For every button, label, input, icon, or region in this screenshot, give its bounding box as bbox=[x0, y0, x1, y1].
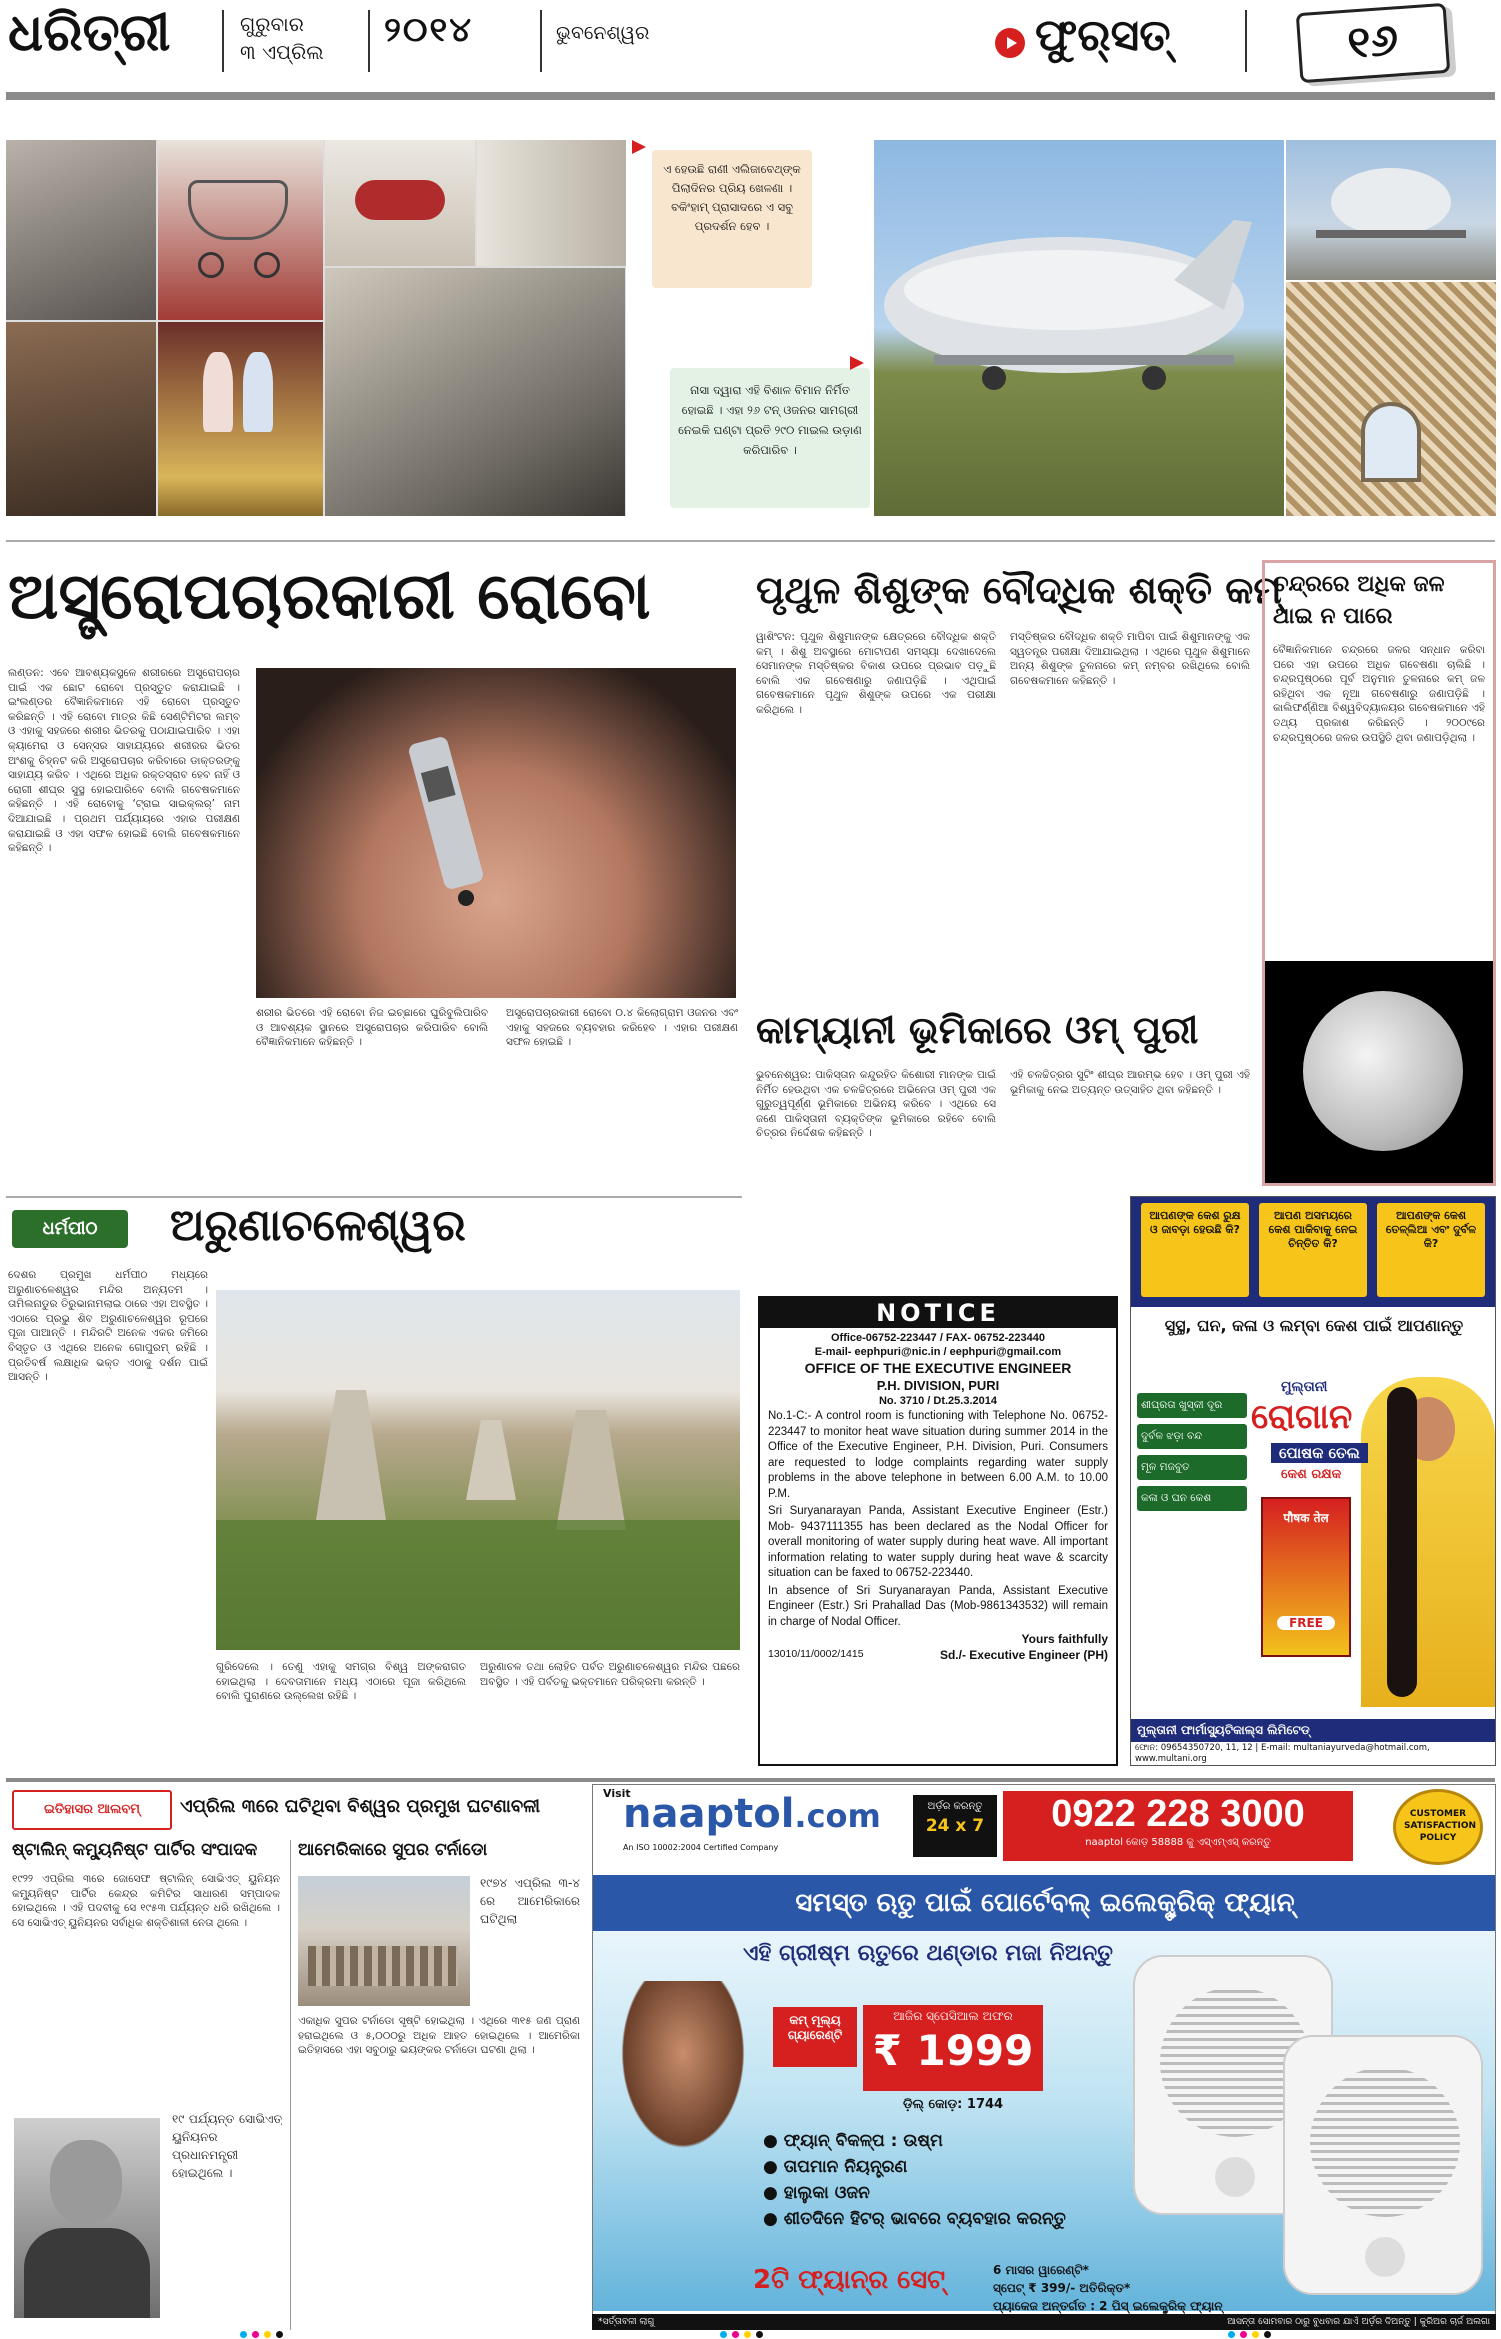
tornado-photo bbox=[298, 1876, 470, 2006]
notice-contact: Office-06752-223447 / FAX- 06752-223440 bbox=[830, 1332, 1046, 1344]
page-number: ୧୬ bbox=[1345, 14, 1400, 69]
ad-feature-item: ଦୁର୍ବଳ ଝଡ଼ା ବନ୍ଦ bbox=[1137, 1424, 1247, 1449]
fan-feature-list bbox=[763, 2125, 1143, 2235]
tornado-aside: ୧୯୭୪ ଏପ୍ରିଲ ୩-୪ ରେ ଆମେରିକାରେ ଘଟିଥିଲା bbox=[480, 1876, 580, 1926]
fan-ad bbox=[592, 1784, 1496, 2330]
robot-body-col-1: ଲଣ୍ଡନ: ଏବେ ଆବଶ୍ୟକସ୍ଥଳେ ଶରୀରରେ ଅସ୍ତ୍ରୋପଚାର ପାଇଁ ଏକ ଛୋଟ ରୋବୋ ପ୍ରସ୍ତୁତ କରାଯାଇଛି । ଇଂଲଣ୍ଡର ବୈଜ୍ଞାନିକମାନେ ଏହି ରୋବୋ ପ୍ରସ୍ତୁତ କରିଛନ୍ତି । ଏହି ରୋବୋ ମାତ୍ର କିଛି ସେଣ୍ଟିମିଟର ଲମ୍ବ ଓ ଏହାକୁ ସହଜରେ ଶରୀର ଭିତରକୁ ପଠାଯାଇପାରିବ । ଏହା କ୍ୟାମେରା ଓ ସେନ୍‌ସର ସାହାଯ୍ୟରେ ଶରୀରର ଭିତର ଅଂଶକୁ ଚିହ୍ନଟ କରି ଅସ୍ତ୍ରୋପଚାର କରିବାରେ ଡାକ୍ତରଙ୍କୁ ସାହାଯ୍ୟ କରିବ । ଏଥିରେ ଅଧିକ ରକ୍ତସ୍ରାବ ହେବ ନାହିଁ ଓ ରୋଗୀ ଶୀଘ୍ର ସୁସ୍ଥ ହୋଇପାରିବେ ବୋଲି ଗବେଷକମାନେ କହିଛନ୍ତି । ଏହି ରୋବୋକୁ ‘ଟ୍ରାଇ ସାଇକ୍ଲର୍‌’ ନାମ ଦିଆଯାଇଛି । ପ୍ରଥମ ପର୍ଯ୍ୟାୟରେ ଏହାର ପରୀକ୍ଷଣ କରାଯାଇଛି ଓ ଏହା ସଫଳ ହୋଇଛି ବୋଲି ଗବେଷକମାନେ କହିଛନ୍ତି । bbox=[8, 667, 240, 855]
hair-oil-ad bbox=[1130, 1196, 1496, 1766]
stalin-photo bbox=[14, 2118, 160, 2318]
order-label: ଅର୍ଡ଼ର କରନ୍ତୁ bbox=[927, 1801, 983, 1812]
moon-photo bbox=[1265, 961, 1493, 1183]
photo-pram bbox=[158, 140, 323, 320]
kamyani-headline: କାମ୍ୟାନୀ ଭୂମିକାରେ ଓମ୍‌ ପୁରୀ bbox=[756, 1008, 1199, 1052]
masthead-year: ୨୦୧୪ bbox=[384, 10, 474, 50]
masthead-date: ୩ ଏପ୍ରିଲ bbox=[240, 40, 324, 64]
fan-shipping: ସ୍ପେଟ୍‌ ₹ 399/- ଅତିରିକ୍ତ* bbox=[993, 2281, 1131, 2295]
history-header: ଏପ୍ରିଲ ୩ରେ ଘଟିଥିବା ବିଶ୍ୱର ପ୍ରମୁଖ ଘଟଣାବଳୀ bbox=[180, 1796, 541, 1817]
moon-body: ବୈଜ୍ଞାନିକମାନେ ଚନ୍ଦ୍ରରେ ଜଳର ସନ୍ଧାନ କରିବା ପରେ ଏହା ଉପରେ ଅଧିକ ଗବେଷଣା ଚାଲିଛି । ଚନ୍ଦ୍ରପୃଷ୍ଠରେ ପୂର୍ବ ଅନୁମାନ ତୁଳନାରେ କମ୍‌ ଜଳ ରହିଥିବା ଏକ ନୂଆ ଗବେଷଣାରୁ ଜଣାପଡ଼ିଛି । କାଲିଫର୍ଣ୍ଣିଆ ବିଶ୍ୱବିଦ୍ୟାଳୟର ଗବେଷକମାନେ ଏହି ତଥ୍ୟ ପ୍ରକାଶ କରିଛନ୍ତି । ୨୦୦୯ରେ ଚନ୍ଦ୍ରପୃଷ୍ଠରେ ଜଳର ଉପସ୍ଥିତି ଥିବା ଜଣାପଡ଼ିଥିଲା । bbox=[1273, 644, 1485, 744]
order-badge bbox=[913, 1795, 997, 1857]
satisfaction-badge bbox=[1393, 1789, 1483, 1865]
phone-banner bbox=[1003, 1791, 1353, 1861]
obesity-body-col-2: ମସ୍ତିଷ୍କର ବୌଦ୍ଧିକ ଶକ୍ତି ମାପିବା ପାଇଁ ଶିଶୁମାନଙ୍କୁ ଏକ ସ୍ୱତନ୍ତ୍ର ପରୀକ୍ଷା ଦିଆଯାଇଥିଲା । ଏଥିରେ ପୃଥୁଳ ଶିଶୁମାନେ ଅନ୍ୟ ଶିଶୁଙ୍କ ତୁଳନାରେ କମ୍‌ ନମ୍ବର ରଖିଥିଲେ ବୋଲି ଗବେଷକମାନେ କହିଛନ୍ତି । bbox=[1010, 631, 1250, 687]
fan-feature-item: ● ଶୀତଦିନେ ହିଟର୍‌ ଭାବରେ ବ୍ୟବହାର କରନ୍ତୁ bbox=[763, 2209, 1066, 2229]
ad-brand-small: ମୁଲ୍‌ତାନୀ bbox=[1281, 1379, 1328, 1395]
temple-headline: ଅରୁଣାଚଳେଶ୍ୱର bbox=[170, 1200, 466, 1251]
notice-para-1: No.1-C:- A control room is functioning with Telephone No. 06752-223447 to monitor heat wave situation during summer 2014 in the Office of the Executive Engineer, P.H. Division, Puri. Consumers are requested to lodge complaints regarding water supply problems in the above telephone in between 6.00 A.M. to 10.00 P.M. bbox=[768, 1410, 1108, 1500]
ad-pack-label: पौषक तेल bbox=[1283, 1511, 1329, 1525]
notice-code: 13010/11/0002/1415 bbox=[768, 1648, 864, 1660]
robot-device-icon bbox=[256, 668, 736, 998]
stalin-headline: ଷ୍ଟାଲିନ୍‌ କମ୍ୟୁନିଷ୍ଟ ପାର୍ଟିର ସଂପାଦକ bbox=[12, 1840, 258, 1860]
photo-girl-portrait bbox=[6, 322, 156, 516]
notice-ref: No. 3710 / Dt.25.3.2014 bbox=[878, 1395, 997, 1407]
tornado-body: ଏକାଧିକ ସୁପର ଟର୍ନାଡୋ ସୃଷ୍ଟି ହୋଇଥିଲା । ଏଥିରେ ୩୧୫ ଜଣ ପ୍ରାଣ ହରାଇଥିଲେ ଓ ୫,୦୦୦ରୁ ଅଧିକ ଆହତ ହୋଇଥିଲେ । ଆମେରିକା ଇତିହାସରେ ଏହା ସବୁଠାରୁ ଭୟଙ୍କର ଟର୍ନାଡୋ ଘଟଣା ଥିଲା । bbox=[298, 2015, 580, 2057]
deal-code: ଡ଼ିଲ୍‌ କୋଡ଼: 1744 bbox=[903, 2097, 1004, 2112]
ad-pack-free: FREE bbox=[1277, 1616, 1335, 1630]
moon-box bbox=[1262, 560, 1496, 1186]
ad-feature-item: କଳା ଓ ଘନ କେଶ bbox=[1137, 1486, 1247, 1511]
robot-photo bbox=[256, 668, 736, 998]
nasa-plane-photo bbox=[874, 140, 1284, 516]
photo-dolls bbox=[158, 322, 323, 516]
plane-shape bbox=[874, 140, 1284, 516]
temple-towers-icon bbox=[216, 1290, 740, 1650]
plane-interior-photo bbox=[1286, 282, 1496, 516]
masthead-city: ଭୁବନେଶ୍ୱର bbox=[556, 22, 650, 44]
photo-door bbox=[477, 140, 626, 266]
notice-email: E-mail- eephpuri@nic.in / eephpuri@gmail.com bbox=[814, 1346, 1062, 1358]
history-label bbox=[12, 1790, 172, 1830]
phone-sub: naaptol କୋଡ଼ 58888 କୁ ଏସ୍‌ଏମ୍‌ଏସ୍‌ କରନ୍ତୁ bbox=[1085, 1837, 1271, 1848]
satisfaction-label: CUSTOMER SATISFACTION POLICY bbox=[1404, 1809, 1477, 1843]
ad-company: ମୁଲ୍‌ତାନୀ ଫାର୍ମାସ୍ୟୁଟିକାଲ୍ସ ଲିମିଟେଡ୍‌ bbox=[1131, 1719, 1496, 1742]
price-box bbox=[863, 2005, 1043, 2091]
stalin-aside: ୧୯ ପର୍ଯ୍ୟନ୍ତ ସୋଭିଏତ୍‌ ୟୁନିୟନର ପ୍ରଧାନମନ୍ତ୍ରୀ ହୋଇଥିଲେ । bbox=[172, 2112, 282, 2180]
naaptol-logo bbox=[623, 1791, 881, 1837]
history-label-text: ଇତିହାସର ଆଲବମ୍‌ bbox=[44, 1802, 140, 1817]
obesity-body-col-1: ୱାଶିଂଟନ: ପୃଥୁଳ ଶିଶୁମାନଙ୍କ କ୍ଷେତ୍ରରେ ବୌଦ୍ଧିକ ଶକ୍ତି କମ୍‌ । ଶିଶୁ ଅବସ୍ଥାରେ ମୋଟାପଣ ସମସ୍ୟା ଦେଖାଦେଲେ ସେମାନଙ୍କ ମସ୍ତିଷ୍କର ବିକାଶ ଉପରେ ପ୍ରଭାବ ପଡ଼ୁଛି ବୋଲି ଏକ ଗବେଷଣାରୁ ଜଣାପଡ଼ିଛି । ଏଥିପାଇଁ ଗବେଷକମାନେ ପୃଥୁଳ ଶିଶୁଙ୍କ ଉପରେ ଏକ ପରୀକ୍ଷା କରିଥିଲେ । bbox=[756, 631, 996, 716]
kamyani-body-col-2: ଏହି ଚଳଚ୍ଚିତ୍ରର ସୁଟିଂ ଶୀଘ୍ର ଆରମ୍ଭ ହେବ । ଓମ୍‌ ପୁରୀ ଏହି ଭୂମିକାକୁ ନେଇ ଅତ୍ୟନ୍ତ ଉତ୍ସାହିତ ଥିବା କହିଛନ୍ତି । bbox=[1010, 1069, 1250, 1096]
temple-tag-label: ଧର୍ମପୀଠ bbox=[42, 1218, 98, 1239]
ad-product-pack bbox=[1261, 1497, 1351, 1657]
notice-office: OFFICE OF THE EXECUTIVE ENGINEER bbox=[804, 1360, 1072, 1376]
fan-feature-item: ● ତାପମାନ ନିୟନ୍ତ୍ରଣ bbox=[763, 2157, 908, 2177]
photo-girls-horse bbox=[325, 268, 625, 516]
fan-headline-band bbox=[593, 1875, 1496, 1931]
offer-label: ଆଜିର ସ୍ପେସିଆଲ ଅଫର bbox=[893, 2009, 1013, 2023]
ad-contact: ଫୋନ: 09654350720, 11, 12 | E-mail: multaniayurveda@hotmail.com, www.multani.org bbox=[1135, 1743, 1430, 1764]
fan-warranty: 6 ମାସର ୱାରେଣ୍ଟି* bbox=[993, 2263, 1089, 2277]
kamyani-body-col-1: ଭୁବନେଶ୍ୱର: ପାକିସ୍ତାନ କନ୍ଦୁରହିତ କିଶୋରୀ ମାନଙ୍କ ପାଇଁ ନିର୍ମିତ ହେଉଥିବା ଏକ ଚଳଚ୍ଚିତ୍ରରେ ଅଭିନେତା ଓମ୍‌ ପୁରୀ ଏକ ଗୁରୁତ୍ୱପୂର୍ଣ୍ଣ ଭୂମିକାରେ ଅଭିନୟ କରିବେ । ଏଥିରେ ସେ ଜଣେ ପାକିସ୍ତାନୀ ବ୍ୟକ୍ତିଙ୍କ ଭୂମିକାରେ ରହିବେ ବୋଲି ଚିତ୍ରର ନିର୍ଦ୍ଦେଶକ କହିଛନ୍ତି । bbox=[756, 1069, 996, 1140]
temple-body-col-2: ଗୁରିଦେଲେ । ତେଣୁ ଏହାକୁ ସମଗ୍ର ବିଶ୍ୱ ଅଙ୍କରାଗତ ହୋଇଥିଲା । ଦେବତାମାନେ ମଧ୍ୟ ଏଠାରେ ପୂଜା କରିଥିଲେ ବୋଲି ପୁରାଣରେ ଉଲ୍ଲେଖ ରହିଛି । bbox=[216, 1661, 466, 1703]
notice-para-2: Sri Suryanarayan Panda, Assistant Executive Engineer (Estr.) Mob- 9437111355 has been declared as the Nodal Officer for overall monitoring of water supply during heat wave. All important information relating to water supply during heat wave & scarcity situation can be faxed to 06752-223440. bbox=[768, 1505, 1108, 1579]
woman-photo bbox=[613, 1981, 753, 2161]
registration-marks bbox=[0, 2330, 1501, 2339]
plane-caption-box bbox=[670, 368, 870, 508]
ad-tagline: ସୁସ୍ଥ, ଘନ, କଳା ଓ ଲମ୍ବା କେଶ ପାଇଁ ଆପଣାନ୍ତୁ bbox=[1164, 1316, 1464, 1335]
order-hours: 24 x 7 bbox=[925, 1816, 985, 1836]
page-number-box bbox=[1296, 3, 1451, 83]
ad-question-1: ଆପଣଙ୍କ କେଶ ରୁକ୍ଷ ଓ ଜାବଡ଼ା ହେଉଛି କି? bbox=[1141, 1203, 1249, 1297]
price-value: ₹ 1999 bbox=[872, 2026, 1034, 2075]
caption-pointer-icon bbox=[632, 140, 646, 154]
temple-body-col-3: ଅରୁଣାଚଳ ତଥା ଲୋହିତ ପର୍ବତ ଅରୁଣାଚଳେଶ୍ୱର ମନ୍ଦିର ପଛରେ ଅବସ୍ଥିତ । ଏହି ପର୍ବତକୁ ଭକ୍ତମାନେ ପରିକ୍ରମା କରନ୍ତି । bbox=[480, 1661, 740, 1688]
ad-model-photo bbox=[1361, 1377, 1495, 1707]
robot-body-col-2: ଶରୀର ଭିତରେ ଏହି ରୋବୋ ନିଜ ଇଚ୍ଛାରେ ଘୁରିବୁଲିପାରିବ ଓ ଆବଶ୍ୟକ ସ୍ଥାନରେ ଅସ୍ତ୍ରୋପଚାର କରିପାରିବ ବୋଲି ବୈଜ୍ଞାନିକମାନେ କହିଛନ୍ତି । bbox=[256, 1007, 488, 1049]
footer-left: *ସର୍ତ୍ତାବଳୀ ଲାଗୁ bbox=[598, 2317, 655, 2327]
ad-feature-list bbox=[1137, 1387, 1247, 1517]
footer-right: ଆସନ୍ତା ସୋମବାର ଠାରୁ ବୁଧବାର ଯାଏଁ ଅର୍ଡ଼ର ଦିଅନ୍ତୁ | କୁରିଅର ଚାର୍ଜ ଅଲଗା bbox=[1227, 2317, 1490, 2327]
ad-question-2: ଆପଣ ଅସମୟରେ କେଶ ପାକିବାକୁ ନେଇ ଚିନ୍ତିତ କି? bbox=[1259, 1203, 1367, 1297]
temple-photo bbox=[216, 1290, 740, 1650]
fan-set-label: 2ଟି ଫ୍ୟାନ୍‌ର ସେଟ୍‌ bbox=[753, 2265, 946, 2295]
temple-tag bbox=[12, 1210, 128, 1248]
masthead bbox=[0, 0, 1501, 112]
naaptol-suffix: .com bbox=[794, 1797, 881, 1835]
fan-subheadline: ଏହି ଗ୍ରୀଷ୍ମ ଋତୁରେ ଥଣ୍ଡାର ମଜା ନିଅନ୍ତୁ bbox=[743, 1941, 1113, 1966]
ad-brand-sub-2: କେଶ ରକ୍ଷକ bbox=[1281, 1467, 1342, 1482]
brand-logo: ଧରିତ୍ରୀ bbox=[8, 2, 171, 63]
temple-body-col-1: ଦେଶର ପ୍ରମୁଖ ଧର୍ମପୀଠ ମଧ୍ୟରେ ଅରୁଣାଚଳେଶ୍ୱର ମନ୍ଦିର ଅନ୍ୟତମ । ତାମିଲନାଡୁର ତିରୁଭାନାମଲାଇ ଠାରେ ଏହା ଅବସ୍ଥିତ । ଏଠାରେ ପ୍ରଭୁ ଶିବ ଅରୁଣାଚଳେଶ୍ୱର ରୂପରେ ପୂଜା ପାଆନ୍ତି । ମନ୍ଦିରଟି ଅନେକ ଏକର ଜମିରେ ବିସ୍ତୃତ ଓ ଏଥିରେ ଅନେକ ଗୋପୁରମ୍‌ ରହିଛି । ପ୍ରତିବର୍ଷ ଲକ୍ଷାଧିକ ଭକ୍ତ ଏଠାକୁ ଦର୍ଶନ ପାଇଁ ଆସନ୍ତି । bbox=[8, 1269, 208, 1384]
stalin-body: ୧୯୨୨ ଏପ୍ରିଲ ୩ରେ ଜୋସେଫ ଷ୍ଟାଲିନ୍‌ ସୋଭିଏତ୍‌ ୟୁନିୟନ କମ୍ୟୁନିଷ୍ଟ ପାର୍ଟିର କେନ୍ଦ୍ର କମିଟିର ସାଧାରଣ ସମ୍ପାଦକ ହୋଇଥିଲେ । ଏହି ପଦବୀକୁ ସେ ୧୯୫୩ ପର୍ଯ୍ୟନ୍ତ ଧରି ରଖିଥିଲେ । ସେ ସୋଭିଏତ୍‌ ୟୁନିୟନର ସର୍ବାଧିକ ଶକ୍ତିଶାଳୀ ନେତା ଥିଲେ । bbox=[12, 1873, 280, 1929]
notice-division: P.H. DIVISION, PURI bbox=[876, 1378, 1000, 1393]
section-title: ଫୁର୍‌ସତ୍‌ bbox=[1035, 10, 1171, 61]
toys-photo-collage bbox=[6, 140, 626, 516]
ad-brand: ରୋଗାନ bbox=[1251, 1397, 1353, 1437]
photo-horse bbox=[325, 140, 475, 266]
section-marker-icon bbox=[995, 28, 1025, 58]
robot-body-col-3: ଅସ୍ତ୍ରୋପଚାରକାରୀ ରୋବୋ ୦.୪ କିଲୋଗ୍ରାମ ଓଜନର ଏବଂ ଏହାକୁ ସହଜରେ ବ୍ୟବହାର କରିହେବ । ଏହାର ପରୀକ୍ଷଣ ସଫଳ ହୋଇଛି । bbox=[506, 1007, 738, 1049]
ad-brand-sub: ପୋଷକ ତେଲ bbox=[1271, 1443, 1368, 1463]
fan-heater-2 bbox=[1283, 2035, 1483, 2295]
notice-signatory: Sd./- Executive Engineer (PH) bbox=[939, 1648, 1108, 1662]
plane-caption: ନାସା ଦ୍ୱାରା ଏହି ବିଶାଳ ବିମାନ ନିର୍ମିତ ହୋଇଛି । ଏହା ୨୬ ଟନ୍‌ ଓଜନର ସାମଗ୍ରୀ ନେଇକି ଘଣ୍ଟା ପ୍ରତି ୨୯୦ ମାଇଲ ଉଡ଼ାଣ କରିପାରିବ । bbox=[678, 383, 862, 457]
fan-feature-item: ● ଫ୍ୟାନ୍‌ ବିକଳ୍ପ : ଉଷ୍ମ bbox=[763, 2131, 943, 2151]
naaptol-visit: Visit bbox=[603, 1787, 631, 1800]
ad-feature-item: ମୂଳ ମଜବୁତ bbox=[1137, 1455, 1247, 1480]
notice-para-3: In absence of Sri Suryanarayan Panda, Assistant Executive Engineer (Estr.) Sri Prahallad Das (Mob-9861343532) will remain in charge of Nodal Officer. bbox=[768, 1584, 1108, 1628]
masthead-day: ଗୁରୁବାର bbox=[240, 12, 304, 36]
notice-title: NOTICE bbox=[760, 1298, 1116, 1328]
tornado-headline: ଆମେରିକାରେ ସୁପର ଟର୍ନାଡୋ bbox=[298, 1840, 488, 1860]
naaptol-iso: An ISO 10002:2004 Certified Company bbox=[623, 1843, 779, 1852]
plane-side-photo bbox=[1286, 140, 1496, 280]
ad-footer-strip bbox=[592, 2314, 1496, 2330]
price-guarantee-tag: କମ୍‌ ମୂଲ୍ୟ ଗ୍ୟାରେଣ୍ଟି bbox=[773, 2007, 857, 2067]
naaptol-brand: naaptol bbox=[623, 1791, 795, 1837]
moon-headline: ଚନ୍ଦ୍ରରେ ଅଧିକ ଜଳ ଥାଇ ନ ପାରେ bbox=[1273, 572, 1445, 629]
toys-caption: ଏ ହେଉଛି ରାଣୀ ଏଲିଜାବେଥ୍‌ଙ୍କ ପିଲାଦିନର ପ୍ରିୟ ଖେଳଣା । ବକିଂହାମ୍‌ ପ୍ରାସାଦରେ ଏ ସବୁ ପ୍ରଦର୍ଶନ ହେବ । bbox=[663, 162, 801, 233]
fan-headline: ସମସ୍ତ ଋତୁ ପାଇଁ ପୋର୍ଟେବଲ୍‌ ଇଲେକ୍ଟ୍ରିକ୍‌ ଫ୍ୟାନ୍‌ bbox=[795, 1888, 1295, 1918]
robot-headline: ଅସ୍ତ୍ରୋପଚାରକାରୀ ରୋବୋ bbox=[8, 560, 651, 634]
phone-number: 0922 228 3000 bbox=[1051, 1793, 1305, 1835]
ad-question-3: ଆପଣଙ୍କ କେଶ ତେଳ୍ଲିଆ ଏବଂ ଦୁର୍ବଳ କି? bbox=[1377, 1203, 1485, 1297]
ad-feature-item: ଶୀଘ୍ରତା ଖୁସ୍କୀ ଦୂର bbox=[1137, 1393, 1247, 1418]
notice-sign: Yours faithfully bbox=[1021, 1632, 1108, 1646]
photo-cot bbox=[6, 140, 156, 320]
fan-pack: ପ୍ୟାକେଜ ଅନ୍ତର୍ଗତ : 2 ପିସ୍‌ ଇଲେକ୍ଟ୍ରିକ୍‌ ଫ୍ୟାନ୍‌ bbox=[993, 2299, 1223, 2313]
toys-caption-box bbox=[652, 150, 812, 288]
obesity-headline: ପୃଥୁଳ ଶିଶୁଙ୍କ ବୌଦ୍ଧିକ ଶକ୍ତି କମ୍‌ bbox=[756, 568, 1282, 612]
notice-box bbox=[758, 1296, 1118, 1766]
fan-feature-item: ● ହାଲୁକା ଓଜନ bbox=[763, 2183, 870, 2203]
